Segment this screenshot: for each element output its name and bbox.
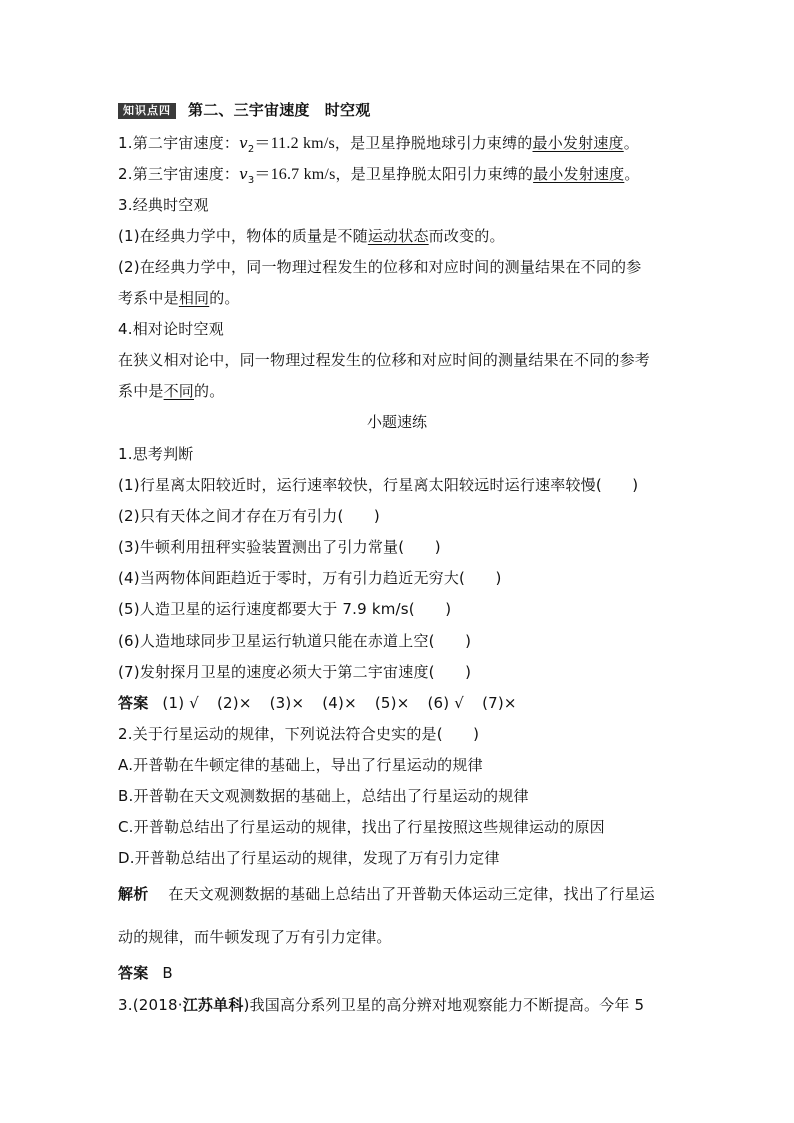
point-2-value: ＝16.7 km/s [254,166,336,183]
q1-item: (4)当两物体间距趋近于零时，万有引力趋近无穷大( ) [118,569,502,587]
point-1-var: v [239,134,248,152]
point-2-end: 。 [624,165,640,183]
q2-analysis-label: 解析 [118,885,149,903]
q1-answer-item: (7)× [482,694,517,712]
point-2-var: v [239,165,248,183]
exercise-heading: 小题速练 [366,413,427,431]
point-3-a-underline: 运动状态 [367,227,429,245]
q1-item: (1)行星离太阳较近时，运行速率较快，行星离太阳较远时运行速率较慢( ) [118,476,639,494]
point-3-title: 3.经典时空观 [118,196,209,214]
point-2-underline: 最小发射速度 [533,165,625,183]
q1-item: (5)人造卫星的运行速度都要大于 7.9 km/s( ) [118,600,452,618]
q2-analysis-text: 在天文观测数据的基础上总结出了开普勒天体运动三定律，找出了行星运 [168,885,655,903]
point-4-line1: 在狭义相对论中，同一物理过程发生的位移和对应时间的测量结果在不同的参考 [118,351,651,369]
point-3-b-underline: 相同 [178,289,210,307]
point-2-text: ，是卫星挣脱太阳引力束缚的 [335,165,534,183]
q2-analysis-line2: 动的规律，而牛顿发现了万有引力定律。 [118,928,392,946]
q2-option: C.开普勒总结出了行星运动的规律，找出了行星按照这些规律运动的原因 [118,818,605,836]
point-3-a-pre: (1)在经典力学中，物体的质量是不随 [118,227,368,245]
point-2-label: 2.第三宇宙速度： [118,165,240,183]
q1-answer-item: (3)× [269,694,305,712]
q2-answer-value: B [162,964,173,982]
point-1-text: ，是卫星挣脱地球引力束缚的 [334,134,533,152]
point-2 [118,163,694,192]
point-3-a [118,225,694,247]
point-1 [118,132,694,161]
point-4-title: 4.相对论时空观 [118,320,224,338]
q3-source: 江苏单科 [182,996,244,1014]
point-3-b-pre: 考系中是 [118,289,179,307]
q3-pre: 3.(2018· [118,996,183,1014]
q2-analysis-line1 [118,883,694,905]
point-2-sub: 3 [247,175,255,186]
q1-answer-item: (5)× [374,694,410,712]
q2-option: D.开普勒总结出了行星运动的规律，发现了万有引力定律 [118,849,500,867]
q1-answer [118,692,694,714]
q3-post: )我国高分系列卫星的高分辨对地观察能力不断提高。今年 5 [243,996,645,1014]
point-1-sub: 2 [247,144,255,155]
point-4-pre: 系中是 [118,382,164,400]
point-1-underline: 最小发射速度 [532,134,624,152]
q2-option: B.开普勒在天文观测数据的基础上，总结出了行星运动的规律 [118,787,529,805]
q3-text [118,994,694,1016]
point-1-value: ＝11.2 km/s [254,135,335,152]
q2-title: 2.关于行星运动的规律，下列说法符合史实的是( ) [118,725,480,743]
q1-answer-item: (1) √ [162,694,199,712]
q1-answer-label: 答案 [118,694,149,712]
point-4-post: 的。 [194,382,225,400]
q1-answer-item: (6) √ [427,694,465,712]
q1-item: (6)人造地球同步卫星运行轨道只能在赤道上空( ) [118,632,472,650]
point-3-b-line1: (2)在经典力学中，同一物理过程发生的位移和对应时间的测量结果在不同的参 [118,258,642,276]
q2-answer [118,962,694,984]
point-3-b-line2 [118,287,694,309]
q1-item: (3)牛顿利用扭秤实验装置测出了引力常量( ) [118,538,441,556]
point-1-label: 1.第二宇宙速度： [118,134,240,152]
q2-answer-label: 答案 [118,964,149,982]
q1-title: 1.思考判断 [118,445,194,463]
q1-answer-item: (2)× [216,694,252,712]
section-heading [118,99,694,121]
point-4-underline: 不同 [163,382,195,400]
q2-option: A.开普勒在牛顿定律的基础上，导出了行星运动的规律 [118,756,483,774]
point-4-line2 [118,380,694,402]
point-3-a-post: 而改变的。 [428,227,505,245]
q1-answer-item: (4)× [322,694,357,712]
section-title: 第二、三宇宙速度 时空观 [188,101,371,119]
q1-item: (7)发射探月卫星的速度必须大于第二宇宙速度( ) [118,663,472,681]
point-1-end: 。 [623,134,639,152]
knowledge-point-tag: 知识点四 [118,103,176,119]
point-3-b-post: 的。 [209,289,240,307]
q1-item: (2)只有天体之间才存在万有引力( ) [118,507,380,525]
